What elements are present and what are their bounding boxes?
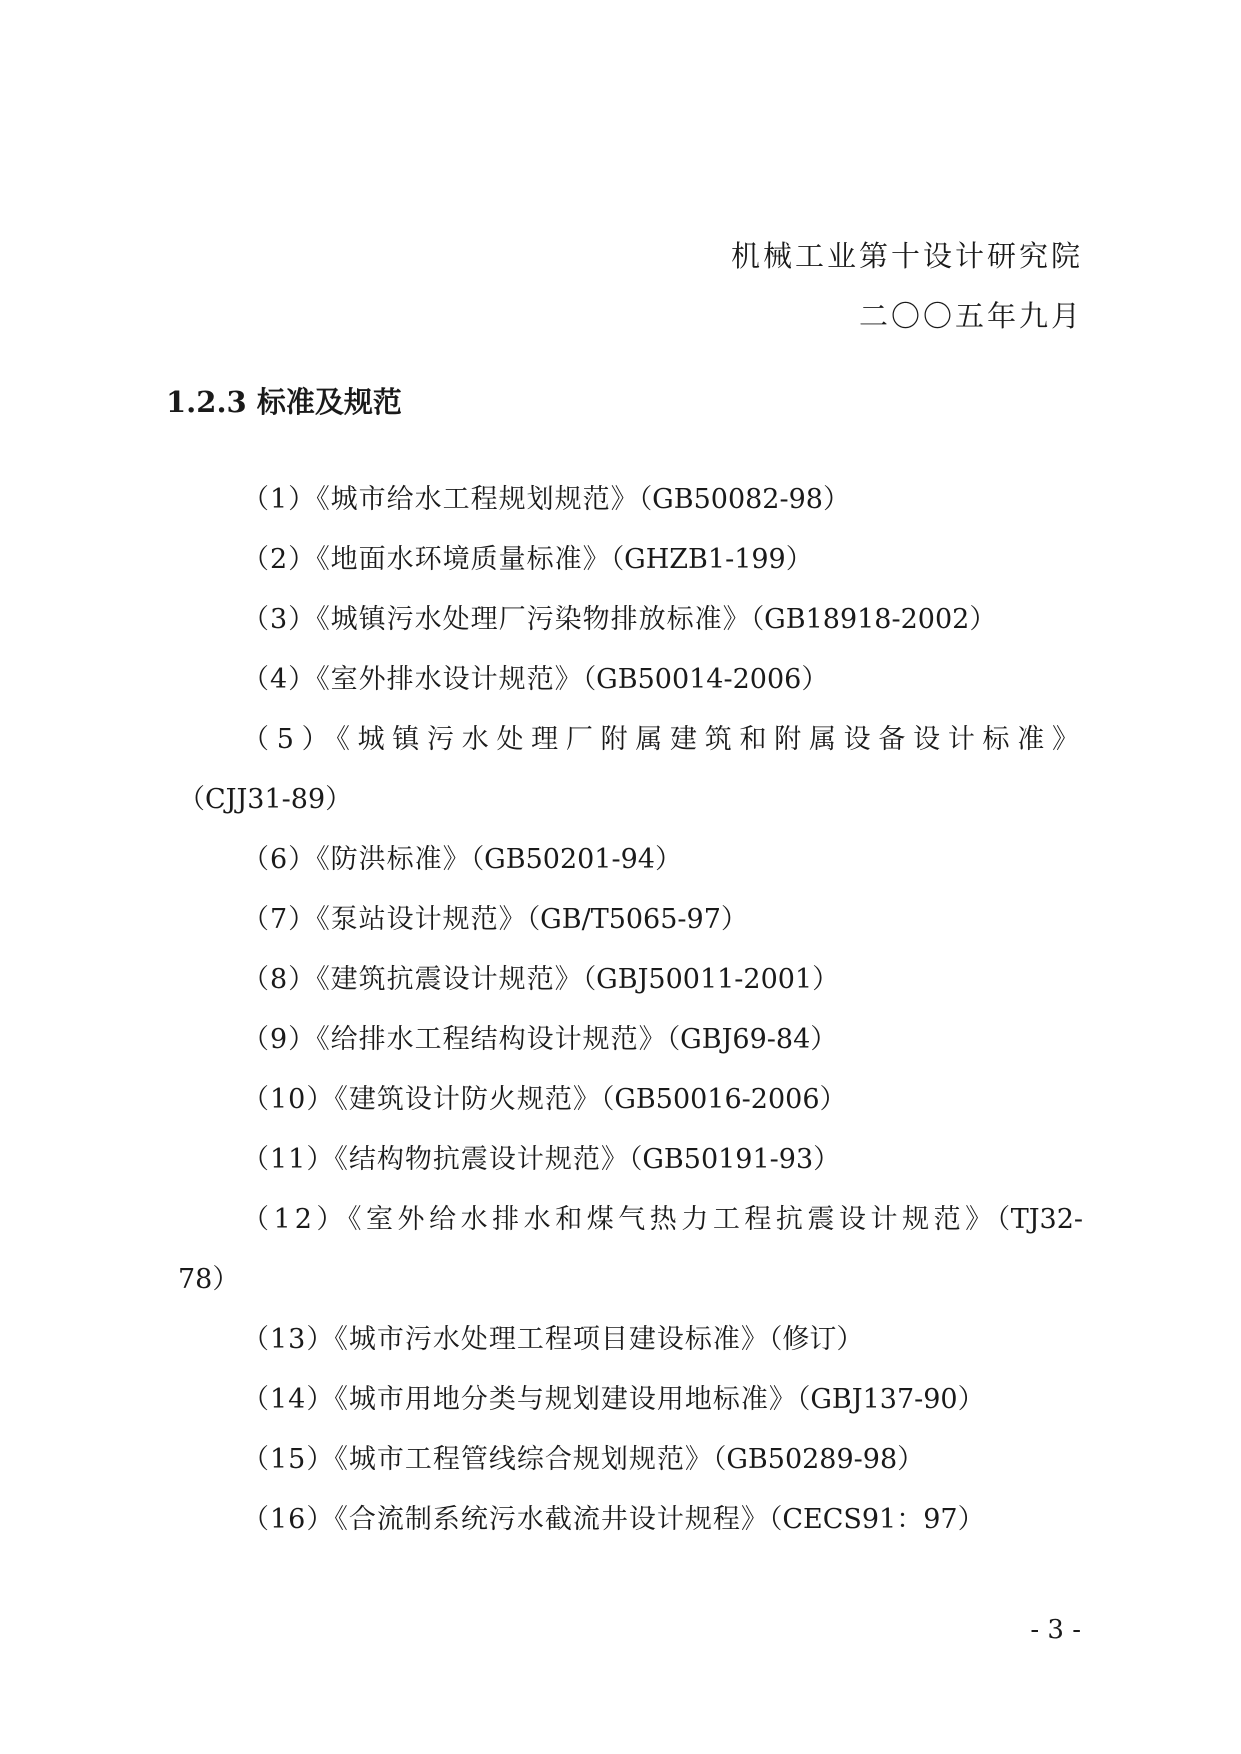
standard-code: （CECS91：97）: [768, 1504, 985, 1535]
standard-code: （GBJ137-90）: [796, 1384, 985, 1415]
page-number: - 3 -: [1030, 1615, 1081, 1645]
standard-item: （12）《室外给水排水和煤气热力工程抗震设计规范》（TJ32-78）: [178, 1204, 1084, 1295]
standard-title: 《地面水环境质量标准》: [316, 544, 611, 575]
standard-title: 《城市给水工程规划规范》: [316, 484, 639, 515]
standard-item: （4）《室外排水设计规范》（GB50014-2006）: [242, 664, 829, 695]
standard-title: 《给排水工程结构设计规范》: [316, 1024, 667, 1055]
standard-code: （GBJ69-84）: [666, 1024, 838, 1055]
standard-title: 《室外给水排水和煤气热力工程抗震设计规范》: [347, 1204, 997, 1235]
standard-title: 《防洪标准》: [316, 844, 471, 875]
standard-code: （GB18918-2002）: [750, 604, 997, 635]
standard-title: 《城镇污水处理厂污染物排放标准》: [316, 604, 751, 635]
standard-title: 《城市污水处理工程项目建设标准》: [334, 1324, 769, 1355]
standard-code: （TJ32-78）: [178, 1204, 1084, 1295]
standard-code: （GBJ50011-2001）: [582, 964, 840, 995]
standard-title: 《建筑设计防火规范》: [334, 1084, 601, 1115]
standard-code: （GB50082-98）: [638, 484, 850, 515]
standard-title: 《城市用地分类与规划建设用地标准》: [334, 1384, 797, 1415]
standard-title: 《城市工程管线综合规划规范》: [334, 1444, 713, 1475]
standard-item: （5）《城镇污水处理厂附属建筑和附属设备设计标准》（CJJ31-89）: [178, 724, 1083, 815]
standard-code: （GB50201-94）: [470, 844, 682, 875]
standard-code: （CJJ31-89）: [178, 784, 353, 815]
standard-item: （14）《城市用地分类与规划建设用地标准》（GBJ137-90）: [242, 1384, 985, 1415]
document-date: 二〇〇五年九月: [858, 299, 1083, 333]
standard-item: （2）《地面水环境质量标准》（GHZB1-199）: [242, 544, 813, 575]
standard-title: 《室外排水设计规范》: [316, 664, 583, 695]
standard-code: （GB50289-98）: [712, 1444, 925, 1475]
standard-item: （15）《城市工程管线综合规划规范》（GB50289-98）: [242, 1444, 925, 1475]
standard-code: （GB/T5065-97）: [526, 904, 748, 935]
standard-title: 《城镇污水处理厂附属建筑和附属设备设计标准》: [336, 724, 1083, 755]
standard-code: （GB50014-2006）: [582, 664, 829, 695]
standard-code: （修订）: [768, 1324, 864, 1355]
standard-item: （9）《给排水工程结构设计规范》（GBJ69-84）: [242, 1024, 838, 1055]
standard-code: （GB50016-2006）: [600, 1084, 847, 1115]
standard-item: （13）《城市污水处理工程项目建设标准》（修订）: [242, 1324, 864, 1355]
standard-item: （3）《城镇污水处理厂污染物排放标准》（GB18918-2002）: [242, 604, 997, 635]
standard-code: （GB50191-93）: [628, 1144, 841, 1175]
standard-item: （7）《泵站设计规范》（GB/T5065-97）: [242, 904, 748, 935]
section-heading: 1.2.3 标准及规范: [166, 385, 402, 419]
standard-item: （16）《合流制系统污水截流井设计规程》（CECS91：97）: [242, 1504, 985, 1535]
standards-list: [178, 470, 1083, 1550]
standard-item: （11）《结构物抗震设计规范》（GB50191-93）: [242, 1144, 841, 1175]
organization-name: 机械工业第十设计研究院: [730, 239, 1083, 273]
standard-title: 《结构物抗震设计规范》: [334, 1144, 629, 1175]
standard-title: 《合流制系统污水截流井设计规程》: [334, 1504, 769, 1535]
standard-title: 《建筑抗震设计规范》: [316, 964, 583, 995]
standard-code: （GHZB1-199）: [610, 544, 813, 575]
standard-item: （8）《建筑抗震设计规范》（GBJ50011-2001）: [242, 964, 840, 995]
standard-item: （1）《城市给水工程规划规范》（GB50082-98）: [242, 484, 850, 515]
standard-item: （6）《防洪标准》（GB50201-94）: [242, 844, 682, 875]
standard-item: （10）《建筑设计防火规范》（GB50016-2006）: [242, 1084, 847, 1115]
standard-title: 《泵站设计规范》: [316, 904, 527, 935]
